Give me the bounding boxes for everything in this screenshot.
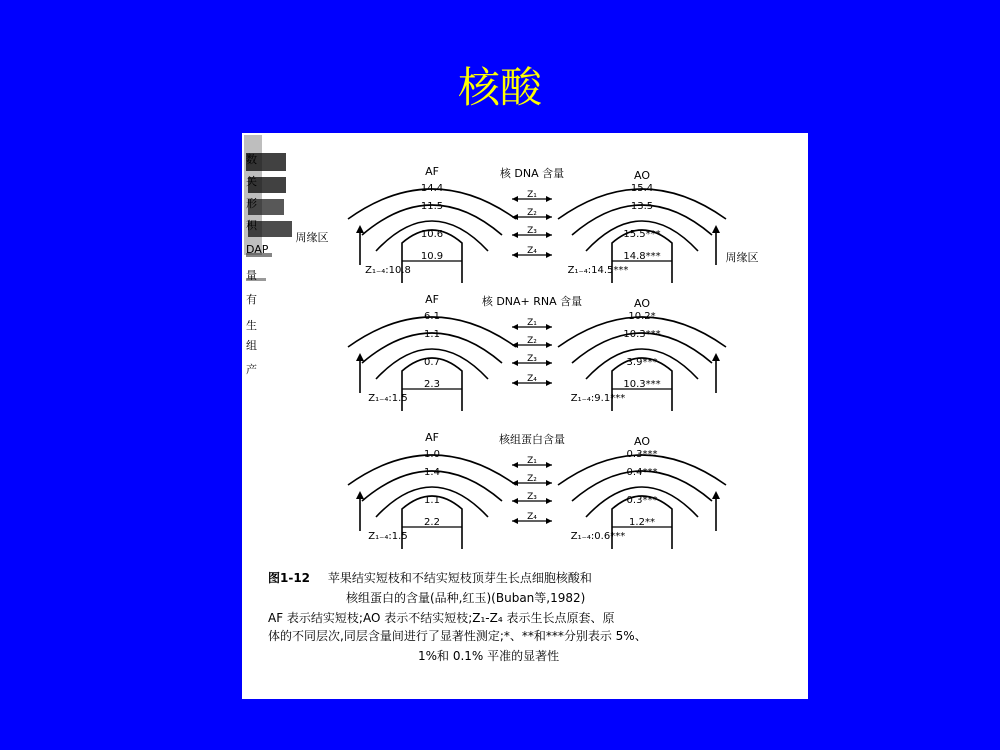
af-value-3: 1.1 (424, 495, 440, 506)
ao-value-4: 10.3*** (623, 379, 661, 390)
caption-line-5: 1%和 0.1% 平准的显著性 (418, 649, 560, 663)
ao-label: AO (634, 435, 650, 448)
ao-value-1: 0.3*** (626, 449, 658, 460)
z-arrowhead-right (546, 480, 552, 486)
scanned-figure (242, 133, 808, 699)
z-arrowhead-right (546, 462, 552, 468)
diagram-panel (348, 431, 726, 549)
panel-heading: 核 DNA+ RNA 含量 (481, 295, 583, 308)
margin-fragment: 产 (246, 363, 257, 376)
af-up-arrowhead (356, 491, 364, 499)
z-arrow-label: Z₄ (527, 246, 537, 256)
af-label: AF (425, 165, 439, 178)
z-arrowhead-right (546, 232, 552, 238)
margin-fragment: 积 (246, 219, 257, 232)
ao-value-2: 10.3*** (623, 329, 661, 340)
z-arrowhead-right (546, 214, 552, 220)
z-arrowhead-left (512, 498, 518, 504)
margin-fragment: 量 (246, 269, 257, 282)
z-arrowhead-right (546, 380, 552, 386)
left-boundary-label: 周缘区 (295, 231, 329, 244)
diagram-panel (348, 165, 726, 283)
z-arrowhead-right (546, 360, 552, 366)
z-arrow-label: Z₃ (527, 226, 537, 236)
ao-value-3: 3.9*** (626, 357, 658, 368)
af-z-summary: Z₁₋₄:10.8 (365, 265, 411, 276)
caption-line-4: 体的不同层次,同层含量间进行了显著性测定;*、**和***分别表示 5%、 (268, 629, 647, 643)
caption-title: 苹果结实短枝和不结实短枝顶芽生长点细胞核酸和 (327, 571, 592, 585)
af-value-2: 1.1 (424, 329, 440, 340)
ao-value-4: 1.2** (629, 517, 655, 528)
ao-value-2: 0.4*** (626, 467, 658, 478)
af-value-4: 2.3 (424, 379, 440, 390)
z-arrow-label: Z₁ (527, 318, 537, 328)
margin-fragment: 形 (246, 197, 257, 210)
ao-value-1: 15.4 (630, 183, 654, 194)
z-arrowhead-right (546, 196, 552, 202)
panel-heading: 核 DNA 含量 (499, 167, 565, 180)
caption-line-2: 核组蛋白的含量(品种,红玉)(Buban等,1982) (346, 591, 586, 605)
caption-line-3: AF 表示结实短枝;AO 表示不结实短枝;Z₁-Z₄ 表示生长点原套、原 (268, 611, 615, 625)
z-arrowhead-left (512, 196, 518, 202)
z-arrowhead-right (546, 518, 552, 524)
slide-title: 核酸 (457, 63, 542, 112)
ao-up-arrowhead (712, 353, 720, 361)
af-value-4: 10.9 (420, 251, 444, 262)
af-value-2: 1.4 (424, 467, 440, 478)
margin-fragment: 生 (246, 319, 257, 332)
caption-label: 图1-12 (268, 571, 311, 585)
z-arrowhead-left (512, 252, 518, 258)
z-arrowhead-left (512, 380, 518, 386)
z-arrowhead-left (512, 324, 518, 330)
af-value-4: 2.2 (424, 517, 440, 528)
z-arrow-label: Z₂ (527, 474, 537, 484)
z-arrowhead-left (512, 232, 518, 238)
panel-heading: 核组蛋白含量 (499, 433, 565, 446)
z-arrowhead-left (512, 462, 518, 468)
ao-z-summary: Z₁₋₄:0.6*** (570, 531, 626, 542)
af-label: AF (425, 431, 439, 444)
margin-fragment: 组 (246, 339, 257, 352)
ao-label: AO (634, 297, 650, 310)
z-arrowhead-left (512, 360, 518, 366)
ao-value-4: 14.8*** (623, 251, 661, 262)
z-arrowhead-right (546, 498, 552, 504)
right-boundary-label: 周缘区 (725, 251, 759, 264)
ao-up-arrowhead (712, 491, 720, 499)
ao-up-arrowhead (712, 225, 720, 233)
ao-z-summary: Z₁₋₄:9.1*** (570, 393, 626, 404)
ao-value-1: 10.2* (628, 311, 656, 322)
ao-value-3: 15.5*** (623, 229, 661, 240)
ao-value-2: 13.5 (630, 201, 654, 212)
af-value-1: 6.1 (424, 311, 440, 322)
ao-value-3: 0.3*** (626, 495, 658, 506)
af-label: AF (425, 293, 439, 306)
caption-line-1 (268, 569, 592, 586)
z-arrow-label: Z₁ (527, 190, 537, 200)
z-arrowhead-right (546, 342, 552, 348)
z-arrowhead-right (546, 252, 552, 258)
z-arrow-label: Z₂ (527, 336, 537, 346)
diagram-panel (348, 293, 726, 411)
z-arrow-label: Z₂ (527, 208, 537, 218)
z-arrow-label: Z₁ (527, 456, 537, 466)
ao-label: AO (634, 169, 650, 182)
af-z-summary: Z₁₋₄:1.5 (368, 393, 408, 404)
z-arrow-label: Z₃ (527, 492, 537, 502)
z-arrowhead-left (512, 518, 518, 524)
ao-z-summary: Z₁₋₄:14.5*** (567, 265, 629, 276)
z-arrow-label: Z₄ (527, 512, 537, 522)
margin-fragment: DAP (246, 243, 269, 256)
af-value-3: 0.7 (424, 357, 440, 368)
margin-fragment: 数 (246, 153, 257, 166)
af-up-arrowhead (356, 353, 364, 361)
af-value-1: 1.0 (424, 449, 440, 460)
margin-fragment: 关 (246, 175, 257, 188)
margin-fragment: 有 (246, 293, 257, 306)
z-arrowhead-right (546, 324, 552, 330)
af-up-arrowhead (356, 225, 364, 233)
z-arrow-label: Z₄ (527, 374, 537, 384)
af-value-1: 14.4 (420, 183, 444, 194)
af-value-2: 11.5 (420, 201, 444, 212)
z-arrow-label: Z₃ (527, 354, 537, 364)
af-value-3: 10.6 (420, 229, 444, 240)
af-z-summary: Z₁₋₄:1.5 (368, 531, 408, 542)
